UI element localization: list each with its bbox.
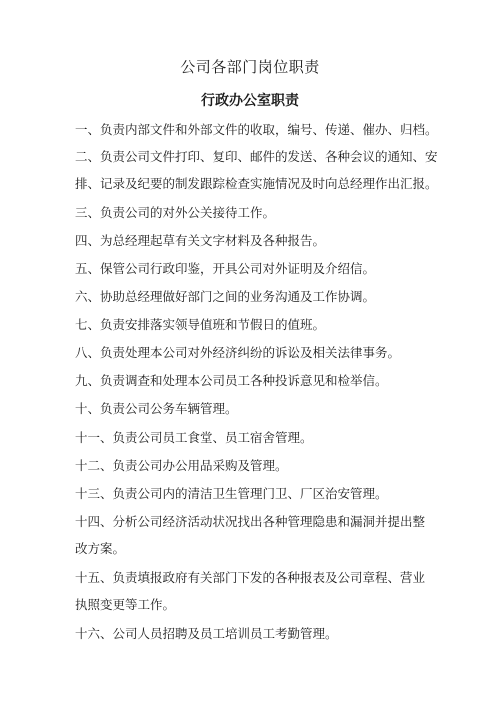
duty-line-continued: 执照变更等工作。 [75,597,176,612]
duty-item: 十六、公司人员招聘及员工培训员工考勤管理。 [75,626,338,641]
duty-item: 一、负责内部文件和外部文件的收取，编号、传递、催办、归档。 [75,122,438,137]
duty-item: 四、为总经理起草有关文字材料及各种报告。 [75,233,326,248]
duty-item: 五、保管公司行政印鉴，开具公司对外证明及介绍信。 [75,261,376,276]
duty-item: 七、负责安排落实领导值班和节假日的值班。 [75,317,326,332]
duty-item: 十一、负责公司员工食堂、员工宿舍管理。 [75,430,313,445]
duty-item: 六、协助总经理做好部门之间的业务沟通及工作协调。 [75,289,376,304]
section-title: 行政办公室职责 [201,93,299,109]
duty-line: 十五、负责填报政府有关部门下发的各种报表及公司章程、营业 [75,570,426,585]
duty-item [75,508,435,562]
duty-item: 九、负责调查和处理本公司员工各种投诉意见和检举信。 [75,373,388,388]
duty-line-continued: 改方案。 [75,541,126,556]
duty-line: 十四、分析公司经济活动状况找出各种管理隐患和漏洞并提出整 [75,514,426,529]
duty-line-continued: 排、记录及纪要的制发跟踪检查实施情况及时向总经理作出汇报。 [75,176,438,191]
duty-item: 三、负责公司的对外公关接待工作。 [75,205,276,220]
duty-item [75,564,435,618]
duty-item: 十、负责公司公务车辆管理。 [75,401,238,416]
document-title: 公司各部门岗位职责 [180,58,320,76]
duty-item: 十二、负责公司办公用品采购及管理。 [75,458,288,473]
duty-item: 八、负责处理本公司对外经济纠纷的诉讼及相关法律事务。 [75,345,401,360]
duty-item [75,143,438,197]
duty-item: 十三、负责公司内的清洁卫生管理门卫、厂区治安管理。 [75,486,388,501]
duty-line: 二、负责公司文件打印、复印、邮件的发送、各种会议的通知、安 [75,149,438,164]
